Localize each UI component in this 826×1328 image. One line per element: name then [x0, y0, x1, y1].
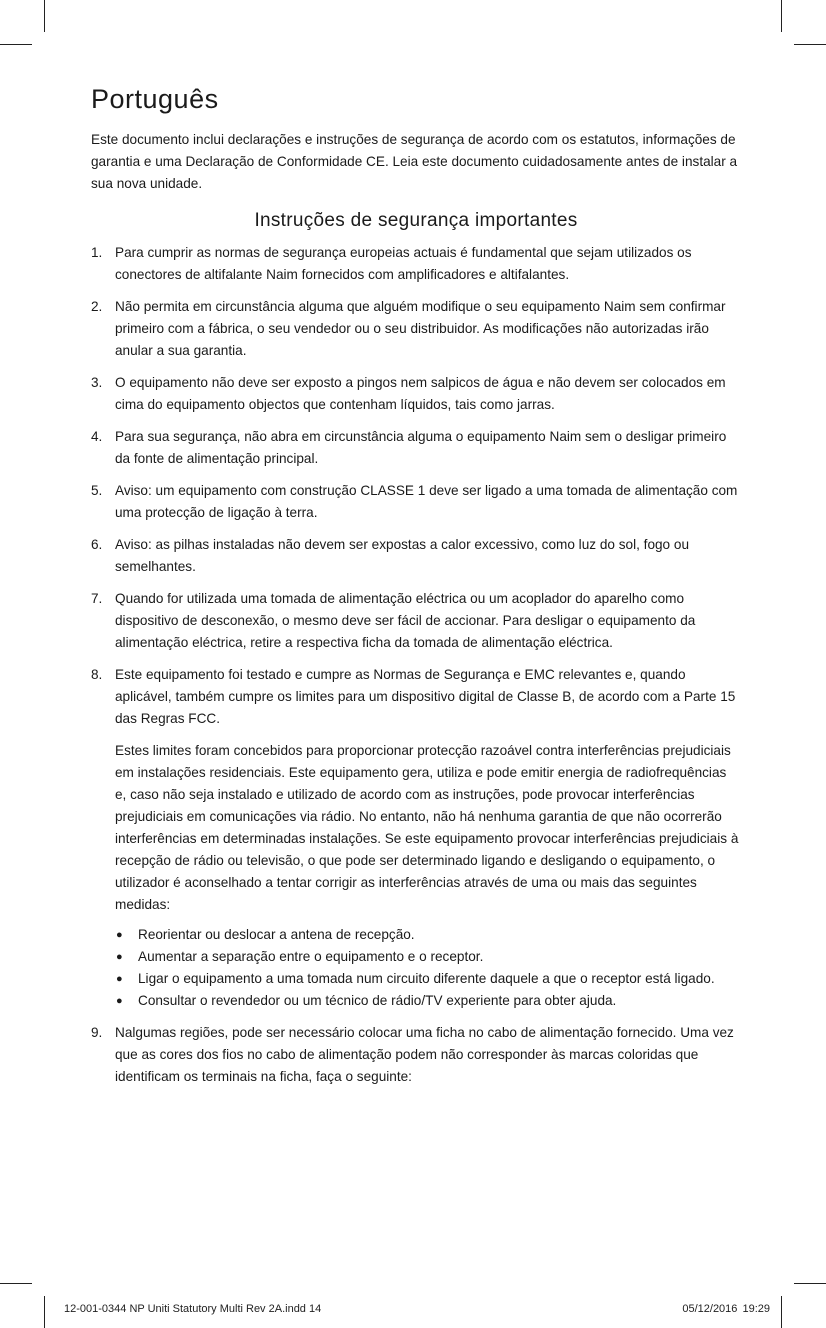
- crop-mark-top-right-vertical: [781, 0, 782, 32]
- instruction-item: [91, 242, 741, 286]
- crop-mark-top-right-horizontal: [794, 44, 826, 45]
- safety-instructions-list: [91, 242, 741, 1088]
- crop-mark-bottom-right-vertical: [781, 1296, 782, 1328]
- list-item-text: Consultar o revendedor ou um técnico de rádio/TV experiente para obter ajuda.: [138, 993, 617, 1008]
- list-item: [115, 946, 741, 968]
- footer-datetime: 05/12/2016 19:29: [682, 1303, 770, 1315]
- instruction-item: [91, 372, 741, 416]
- section-heading: Instruções de segurança importantes: [254, 210, 578, 231]
- bullet-icon: ●: [116, 973, 123, 985]
- instruction-number: 4.: [91, 429, 103, 444]
- intro-paragraph: Este documento inclui declarações e instruções de segurança de acordo com os estatutos, informações de garantia e uma Declaração de Conformidade CE. Leia este documento cuidadosamente antes de instalar a sua nova unidade.: [91, 132, 738, 191]
- instruction-text: Não permita em circunstância alguma que alguém modifique o seu equipamento Naim sem confirmar primeiro com a fábrica, o seu vendedor ou o seu distribuidor. As modificações não autorizadas irão anular a sua garantia.: [115, 299, 726, 358]
- instruction-item: [91, 588, 741, 654]
- instruction-text: Aviso: um equipamento com construção CLASSE 1 deve ser ligado a uma tomada de alimentação com uma protecção de ligação à terra.: [115, 483, 738, 520]
- bullet-icon: ●: [116, 951, 123, 963]
- instruction-text: Este equipamento foi testado e cumpre as Normas de Segurança e EMC relevantes e, quando aplicável, também cumpre os limites para um dispositivo digital de Classe B, de acordo com a Parte 15 das Regras FCC.: [115, 667, 736, 726]
- instruction-text-continued: Estes limites foram concebidos para proporcionar protecção razoável contra interferências prejudiciais em instalações residenciais. Este equipamento gera, utiliza e pode emitir energia de radiofrequências e, caso não seja instalado e utilizado de acordo com as instruções, pode provocar interferências prejudiciais em comunicações via rádio. No entanto, não há nenhuma garantia de que não ocorrerão interferências em determinadas instalações. Se este equipamento provocar interferências prejudiciais à recepção de rádio ou televisão, o que pode ser determinado ligando e desligando o equipamento, o utilizador é aconselhado a tentar corrigir as interferências através de uma ou mais das seguintes medidas:: [115, 743, 739, 912]
- instruction-item: [91, 296, 741, 362]
- instruction-number: 3.: [91, 375, 103, 390]
- list-item-text: Ligar o equipamento a uma tomada num circuito diferente daquele a que o receptor está ligado.: [138, 971, 715, 986]
- instruction-number: 9.: [91, 1025, 103, 1040]
- interference-measures-list: [115, 924, 741, 1012]
- instruction-number: 1.: [91, 245, 103, 260]
- instruction-number: 2.: [91, 299, 103, 314]
- instruction-text: Aviso: as pilhas instaladas não devem ser expostas a calor excessivo, como luz do sol, fogo ou semelhantes.: [115, 537, 690, 574]
- instruction-number: 7.: [91, 591, 103, 606]
- instruction-item: [91, 426, 741, 470]
- list-item-text: Aumentar a separação entre o equipamento e o receptor.: [138, 949, 484, 964]
- footer-file-info: 12-001-0344 NP Uniti Statutory Multi Rev 2A.indd 14: [64, 1303, 322, 1315]
- page-title: Português: [91, 84, 219, 114]
- instruction-item: [91, 534, 741, 578]
- bullet-icon: ●: [116, 995, 123, 1007]
- bullet-icon: ●: [116, 929, 123, 941]
- list-item: [115, 924, 741, 946]
- crop-mark-bottom-right-horizontal: [794, 1283, 826, 1284]
- instruction-item: [91, 1022, 741, 1088]
- list-item-text: Reorientar ou deslocar a antena de recepção.: [138, 927, 415, 942]
- list-item: [115, 990, 741, 1012]
- list-item: [115, 968, 741, 990]
- crop-mark-bottom-left-vertical: [44, 1296, 45, 1328]
- crop-mark-top-left-vertical: [44, 0, 45, 32]
- page-content: [91, 84, 741, 1098]
- instruction-text: O equipamento não deve ser exposto a pingos nem salpicos de água e não devem ser colocados em cima do equipamento objectos que contenham líquidos, tais como jarras.: [115, 375, 726, 412]
- instruction-number: 8.: [91, 667, 103, 682]
- crop-mark-top-left-horizontal: [0, 44, 32, 45]
- crop-mark-bottom-left-horizontal: [0, 1283, 32, 1284]
- instruction-text: Para cumprir as normas de segurança europeias actuais é fundamental que sejam utilizados os conectores de altifalante Naim fornecidos com amplificadores e altifalantes.: [115, 245, 692, 282]
- instruction-item: [91, 480, 741, 524]
- instruction-text: Quando for utilizada uma tomada de alimentação eléctrica ou um acoplador do aparelho como dispositivo de desconexão, o mesmo deve ser fácil de accionar. Para desligar o equipamento da alimentação eléctrica, retire a respectiva ficha da tomada de alimentação eléctrica.: [115, 591, 696, 650]
- instruction-item: [91, 664, 741, 1012]
- instruction-number: 6.: [91, 537, 103, 552]
- instruction-text: Para sua segurança, não abra em circunstância alguma o equipamento Naim sem o desligar primeiro da fonte de alimentação principal.: [115, 429, 727, 466]
- instruction-number: 5.: [91, 483, 103, 498]
- instruction-text: Nalgumas regiões, pode ser necessário colocar uma ficha no cabo de alimentação fornecido. Uma vez que as cores dos fios no cabo de alimentação podem não corresponder às marcas coloridas que identificam os terminais na ficha, faça o seguinte:: [115, 1025, 734, 1084]
